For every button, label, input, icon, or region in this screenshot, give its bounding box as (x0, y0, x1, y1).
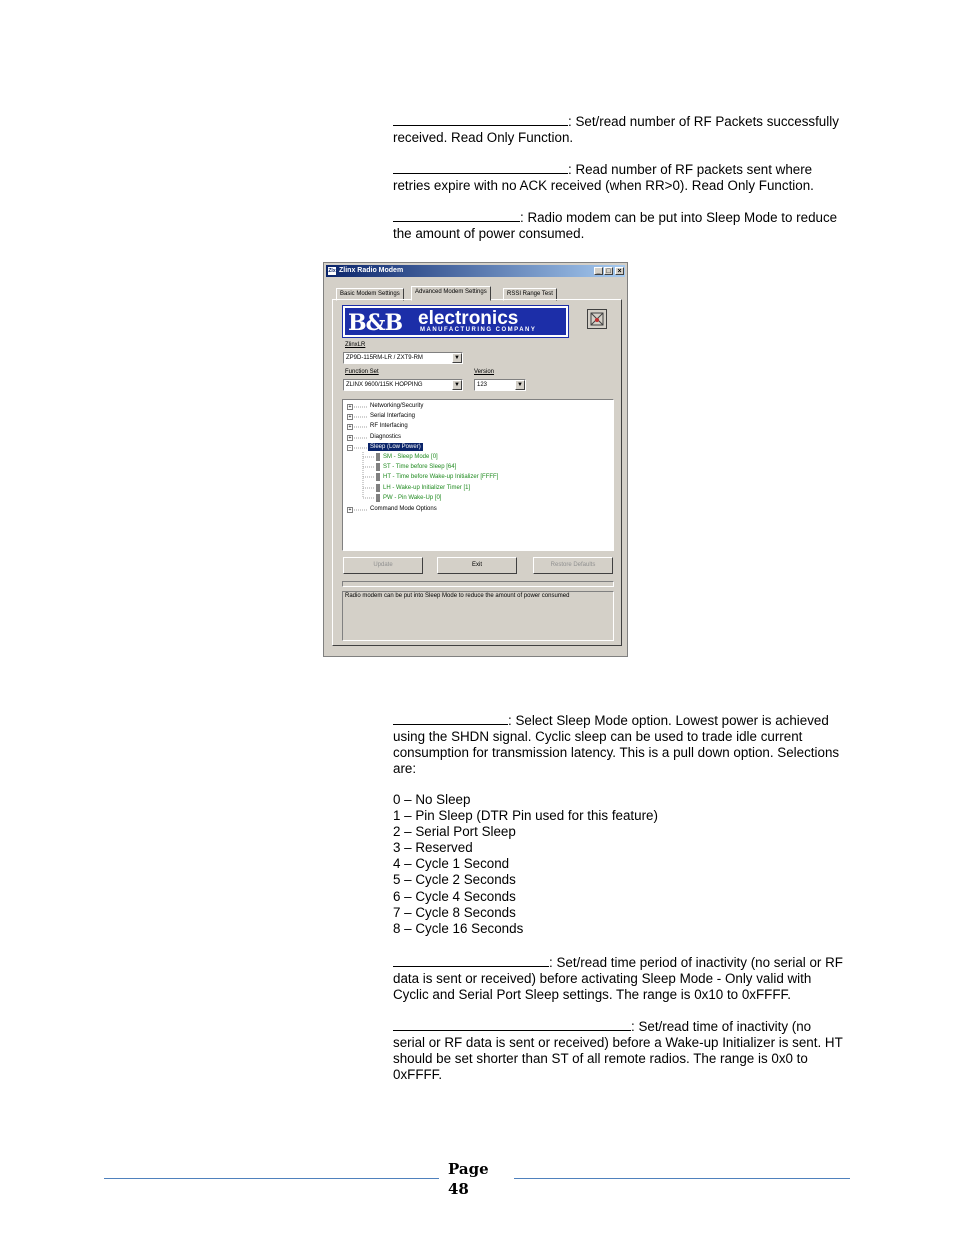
expand-icon[interactable]: + (348, 424, 352, 430)
list-item: 6 – Cycle 4 Seconds (393, 888, 516, 904)
wakeup-initializer-description: : Set/read time of inactivity (no serial or RF data is sent or received) before a Wake-up Initializer is sent. HT should be set shorter than ST of all remote radios. The range is 0x0 to 0xFFFF. (393, 1019, 843, 1082)
zlinx-dialog-window (323, 262, 628, 657)
tab-rssi-range-test[interactable]: RSSI Range Test (503, 288, 557, 301)
sleep-section-description: : Radio modem can be put into Sleep Mode to reduce the amount of power consumed. (393, 210, 838, 241)
version-label: Version (474, 369, 495, 375)
tree-leaf-ht[interactable]: HT - Time before Wake-up Initializer [FFFF] (383, 474, 499, 480)
expand-icon[interactable]: + (348, 404, 352, 410)
parameter-blank (393, 711, 508, 725)
parameter-tree (342, 399, 614, 551)
list-item: 4 – Cycle 1 Second (393, 856, 510, 872)
tx-failed-description: : Read number of RF packets sent where retries expire with no ACK received (when RR>0). Read Only Function. (393, 162, 814, 193)
time-before-sleep-description: : Set/read time period of inactivity (no serial or RF data is sent or received) before activating Sleep Mode - Only valid with Cyclic and Serial Port Sleep settings. The range is 0x10 to 0xFFFF. (393, 955, 843, 1002)
footer-rule-right (514, 1178, 850, 1179)
list-item: 5 – Cycle 2 Seconds (393, 872, 516, 888)
page-number: Page 48 (448, 1160, 489, 1198)
list-item: 2 – Serial Port Sleep (393, 824, 516, 840)
rx-packets-description: : Set/read number of RF Packets successfully received. Read Only Function. (393, 114, 839, 145)
function-set-label: Function Set (345, 369, 379, 375)
zlinx-model-select[interactable]: ZP9D-115RM-LR / ZXT9-RM ▼ (343, 352, 463, 364)
chevron-down-icon[interactable]: ▼ (452, 380, 462, 390)
tree-leaf-sm[interactable]: SM - Sleep Mode [0] (383, 454, 438, 460)
chevron-down-icon[interactable]: ▼ (515, 380, 525, 390)
chevron-down-icon[interactable]: ▼ (452, 353, 462, 363)
collapse-icon[interactable]: − (348, 445, 352, 451)
tree-node-networking[interactable]: Networking/Security (370, 403, 424, 409)
parameter-blank (393, 1017, 631, 1031)
zlinx-model-label: ZlinxLR (345, 342, 366, 348)
list-item: 8 – Cycle 16 Seconds (393, 920, 524, 936)
parameter-blank (393, 160, 568, 174)
expand-icon[interactable]: + (348, 435, 352, 441)
footer-rule-left (104, 1178, 439, 1179)
dialog-titlebar (326, 265, 625, 277)
maximize-icon[interactable]: □ (604, 267, 613, 275)
dialog-title: Zlinx Radio Modem (339, 267, 404, 274)
exit-button[interactable]: Exit (437, 557, 517, 574)
tab-basic-modem-settings[interactable]: Basic Modem Settings (336, 288, 404, 301)
list-item: 3 – Reserved (393, 840, 473, 856)
lock-icon[interactable] (587, 309, 607, 329)
tree-node-diagnostics[interactable]: Diagnostics (370, 434, 402, 440)
restore-defaults-button[interactable]: Restore Defaults (533, 557, 613, 574)
sleep-options-list (393, 792, 658, 937)
version-select[interactable]: 123 ▼ (474, 379, 526, 391)
tab-advanced-modem-settings[interactable]: Advanced Modem Settings (411, 286, 491, 301)
tree-leaf-pw[interactable]: PW - Pin Wake-Up [0] (383, 495, 442, 501)
tree-leaf-lh[interactable]: LH - Wake-up Initializer Timer [1] (383, 485, 471, 491)
list-item: 7 – Cycle 8 Seconds (393, 904, 516, 920)
bb-electronics-logo: B&B electronics MANUFACTURING COMPANY (343, 306, 568, 337)
parameter-blank (393, 208, 520, 222)
parameter-blank (393, 953, 549, 967)
progress-bar (342, 581, 614, 587)
list-item: 0 – No Sleep (393, 792, 471, 807)
description-box: Radio modem can be put into Sleep Mode to reduce the amount of power consumed (342, 591, 614, 641)
tree-node-rf[interactable]: RF Interfacing (370, 423, 408, 429)
function-set-select[interactable]: ZLINX 9600/115K HOPPING ▼ (343, 379, 463, 391)
expand-icon[interactable]: + (348, 507, 352, 513)
tree-node-serial[interactable]: Serial Interfacing (370, 413, 416, 419)
list-item: 1 – Pin Sleep (DTR Pin used for this feature) (393, 808, 658, 824)
tree-node-sleep[interactable]: Sleep (Low Power) (370, 444, 421, 450)
update-button[interactable]: Update (343, 557, 423, 574)
tree-connector-lines (343, 400, 403, 520)
tree-node-command-mode[interactable]: Command Mode Options (370, 506, 437, 512)
sleep-mode-description: : Select Sleep Mode option. Lowest power is achieved using the SHDN signal. Cyclic sleep can be used to trade idle current consumption for transmission latency. This is a pull down option. Selections are: (393, 713, 840, 776)
close-icon[interactable]: × (615, 267, 624, 275)
parameter-blank (393, 112, 568, 126)
expand-icon[interactable]: + (348, 414, 352, 420)
tree-leaf-st[interactable]: ST - Time before Sleep [64] (383, 464, 457, 470)
minimize-icon[interactable]: _ (594, 267, 603, 275)
app-icon: Zlx (328, 268, 336, 274)
